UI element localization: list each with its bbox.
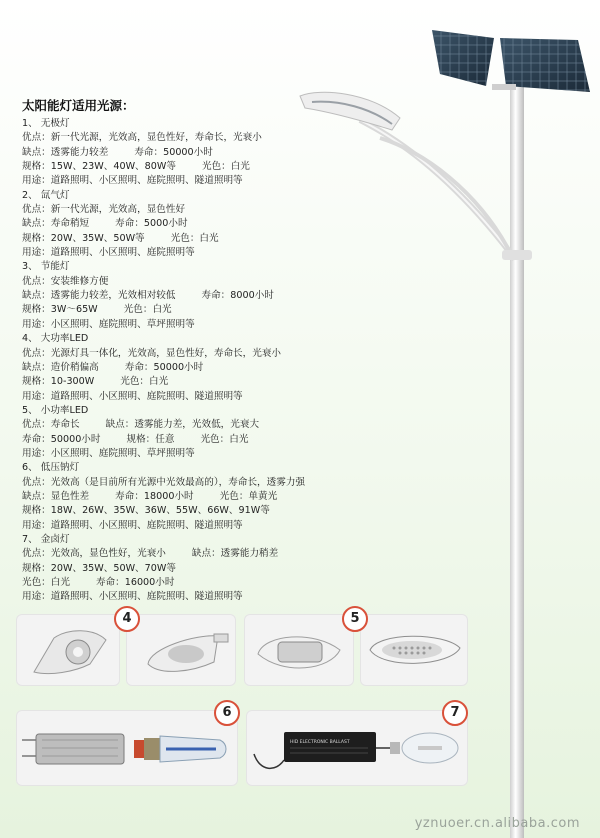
- street-lamp-image: [16, 614, 120, 686]
- line-segment: 缺点：透雾能力较差: [22, 146, 109, 158]
- line-segment: 缺点：透雾能力稍差: [191, 548, 279, 560]
- line-segment: 用途：道路照明、小区照明、庭院照明、隧道照明等: [22, 175, 243, 187]
- section-line: [22, 390, 382, 404]
- line-segment: 寿命：50000小时: [134, 146, 213, 158]
- line-segment: 用途：小区照明、庭院照明、草坪照明等: [22, 447, 195, 459]
- line-segment: 规格：3W～65W: [22, 304, 98, 316]
- line-segment: 缺点：透雾能力差，光效低，光衰大: [105, 419, 260, 431]
- line-segment: 光色：白光: [123, 304, 172, 316]
- line-segment: 规格：15W、23W、40W、80W等: [22, 161, 176, 173]
- line-segment: 规格：10-300W: [22, 376, 95, 388]
- line-segment: 优点：光效高，显色性好，光衰小: [22, 548, 166, 560]
- section-heading: 7、 金卤灯: [22, 533, 70, 545]
- section-line: [22, 562, 382, 576]
- section-line: [22, 519, 382, 533]
- section-line: [22, 347, 382, 361]
- street-lamp-image: [126, 614, 236, 686]
- panel-item-4-left: [16, 614, 120, 686]
- sections-list: [22, 117, 382, 605]
- solar-panel-left: [432, 30, 494, 86]
- pole: [510, 80, 524, 838]
- street-lamp-image: [244, 614, 354, 686]
- section-line: [22, 318, 382, 332]
- line-segment: 用途：道路照明、小区照明、庭院照明等: [22, 247, 195, 259]
- line-segment: 优点：新一代光源，光效高，显色性好，寿命长，光衰小: [22, 132, 262, 144]
- section-line: [22, 490, 382, 504]
- section-line: [22, 447, 382, 461]
- section-heading: 3、 节能灯: [22, 261, 70, 273]
- line-segment: 光色：白光: [200, 433, 249, 445]
- section-line: [22, 217, 382, 231]
- line-segment: 寿命：50000小时: [124, 361, 204, 373]
- badge-6: 6: [214, 700, 240, 726]
- section-line: [22, 576, 382, 590]
- line-segment: 优点：寿命长: [22, 419, 80, 431]
- section-heading: 1、 无极灯: [22, 118, 70, 129]
- line-segment: 寿命：50000小时: [22, 433, 101, 445]
- line-segment: 规格：20W、35W、50W、70W等: [22, 562, 176, 574]
- line-segment: 用途：道路照明、小区照明、庭院照明、隧道照明等: [22, 519, 243, 531]
- section-line: [22, 160, 382, 174]
- section-heading: 5、 小功率LED: [22, 404, 89, 416]
- section-line: [22, 361, 382, 375]
- line-segment: 优点：光源灯具一体化，光效高，显色性好，寿命长，光衰小: [22, 347, 282, 359]
- line-segment: 寿命：18000小时: [115, 490, 194, 502]
- line-segment: 光色：白光: [170, 232, 219, 244]
- section-line: [22, 418, 382, 432]
- line-segment: 优点：新一代光源，光效高，显色性好: [22, 204, 186, 216]
- panel-item-5-left: [244, 614, 354, 686]
- section-line: [22, 433, 382, 447]
- section-line: [22, 476, 382, 490]
- line-segment: 光色：白光: [201, 161, 250, 173]
- metal-halide-lamp-with-ballast-image: [246, 710, 468, 786]
- line-segment: 光色：白光: [120, 376, 169, 388]
- ballast-label: HID ELECTRONIC BALLAST: [290, 740, 350, 745]
- panel-item-7: [246, 710, 468, 786]
- line-segment: 规格：20W、35W、50W等: [22, 232, 145, 244]
- badge-4: 4: [114, 606, 140, 632]
- line-segment: 寿命：16000小时: [95, 577, 175, 588]
- section-line: [22, 303, 382, 317]
- line-segment: 缺点：显色性差: [22, 490, 90, 502]
- section-line: [22, 375, 382, 389]
- lamp-arm-lower: [380, 138, 514, 260]
- line-segment: 用途：道路照明、小区照明、庭院照明、隧道照明等: [22, 390, 243, 402]
- light-source-document: [22, 96, 382, 605]
- panel-item-4-right: [126, 614, 236, 686]
- line-segment: 寿命：8000小时: [201, 290, 274, 302]
- line-segment: 规格：18W、26W、35W、36W、55W、66W、91W等: [22, 505, 270, 517]
- section-heading: 6、 低压钠灯: [22, 462, 80, 474]
- badge-5: 5: [342, 606, 368, 632]
- section-line: [22, 146, 382, 160]
- line-segment: 规格：任意: [126, 433, 175, 445]
- sodium-lamp-with-ballast-image: [16, 710, 238, 786]
- panel-item-5-right: [360, 614, 468, 686]
- section-heading: 2、 氙气灯: [22, 189, 70, 201]
- line-segment: 缺点：透雾能力较差，光效相对较低: [22, 290, 176, 302]
- line-segment: 光色：单黄光: [219, 490, 278, 502]
- section-line: [22, 174, 382, 188]
- section-line: [22, 131, 382, 145]
- line-segment: 光色：白光: [22, 577, 70, 588]
- section-line: [22, 232, 382, 246]
- line-segment: 用途：道路照明、小区照明、庭院照明、隧道照明等: [22, 591, 243, 603]
- panel-item-6: [16, 710, 238, 786]
- section-line: [22, 504, 382, 518]
- section-line: [22, 590, 382, 604]
- line-segment: 缺点：造价稍偏高: [22, 361, 99, 373]
- badge-7: 7: [442, 700, 468, 726]
- document-title: 太阳能灯适用光源：: [22, 98, 135, 113]
- line-segment: 优点：安装维修方便: [22, 275, 109, 287]
- section-line: [22, 275, 382, 289]
- section-line: [22, 547, 382, 561]
- led-street-lamp-image: [360, 614, 468, 686]
- section-line: [22, 289, 382, 303]
- section-heading: 4、 大功率LED: [22, 333, 89, 345]
- solar-panel-right: [500, 38, 590, 92]
- footer-url: yznuoer.cn.alibaba.com: [414, 816, 580, 831]
- line-segment: 优点：光效高（是目前所有光源中光效最高的），寿命长，透雾力强: [22, 476, 306, 488]
- line-segment: 寿命：5000小时: [115, 218, 188, 230]
- section-line: [22, 246, 382, 260]
- section-line: [22, 203, 382, 217]
- line-segment: 缺点：寿命稍短: [22, 218, 90, 230]
- line-segment: 用途：小区照明、庭院照明、草坪照明等: [22, 318, 195, 330]
